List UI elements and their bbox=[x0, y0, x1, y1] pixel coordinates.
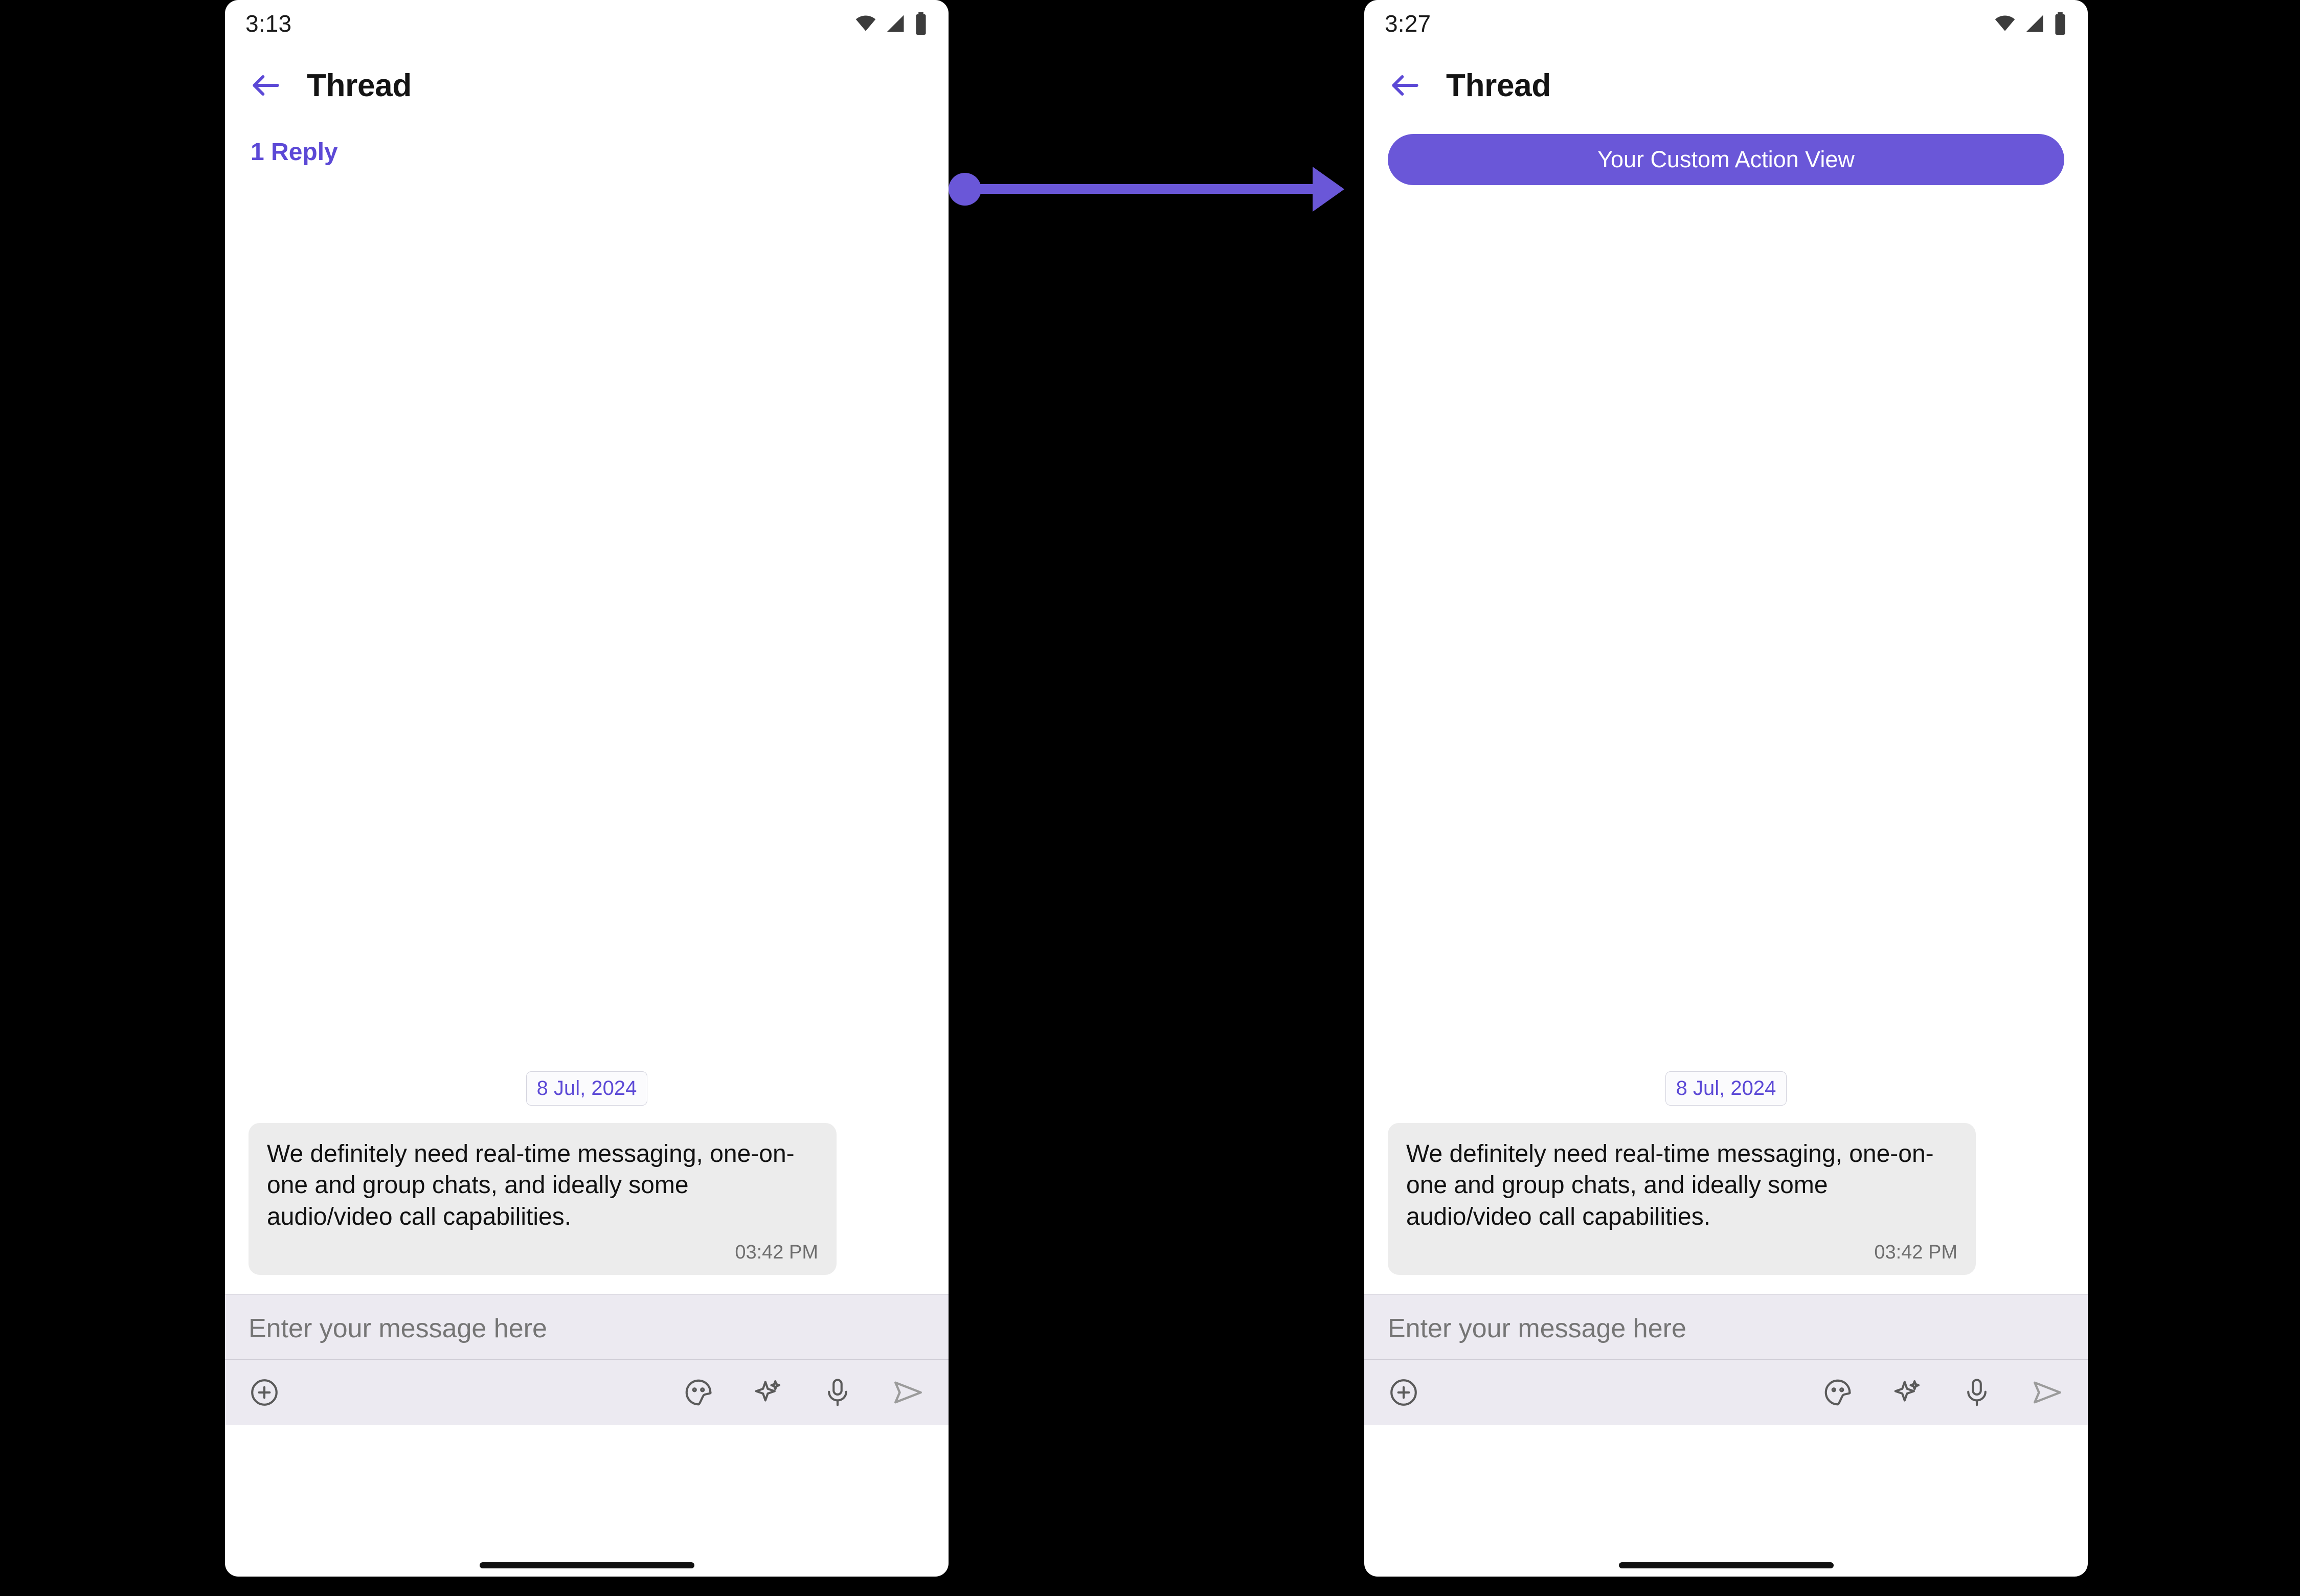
composer-right-actions bbox=[683, 1376, 925, 1409]
custom-action-view-button[interactable]: Your Custom Action View bbox=[1388, 134, 2064, 185]
status-icon-group bbox=[1994, 12, 2067, 35]
status-time: 3:27 bbox=[1385, 10, 1431, 37]
arrow-line bbox=[977, 184, 1325, 194]
message-text: We definitely need real-time messaging, one-on-one and group chats, and ideally some audio/video call capabilities. bbox=[1406, 1140, 1934, 1230]
wifi-icon bbox=[1994, 12, 2016, 35]
message-timestamp: 03:42 PM bbox=[1874, 1242, 1957, 1263]
arrow-head bbox=[1313, 167, 1344, 212]
send-icon[interactable] bbox=[2031, 1376, 2064, 1409]
home-indicator bbox=[480, 1562, 694, 1568]
status-bar bbox=[225, 0, 949, 47]
message-row bbox=[1364, 1123, 2088, 1275]
home-indicator bbox=[1619, 1562, 1834, 1568]
battery-icon bbox=[2053, 12, 2067, 35]
back-arrow-icon[interactable] bbox=[249, 68, 283, 103]
sparkle-icon[interactable] bbox=[752, 1377, 784, 1408]
content-spacer bbox=[1364, 185, 2088, 1071]
back-arrow-icon[interactable] bbox=[1388, 68, 1423, 103]
app-bar bbox=[225, 47, 949, 124]
content-spacer bbox=[225, 166, 949, 1071]
date-divider bbox=[225, 1071, 949, 1106]
battery-icon bbox=[914, 12, 928, 35]
message-text: We definitely need real-time messaging, one-on-one and group chats, and ideally some audio/video call capabilities. bbox=[267, 1140, 795, 1230]
sparkle-icon[interactable] bbox=[1891, 1377, 1923, 1408]
thread-content bbox=[225, 124, 949, 1425]
message-bubble[interactable] bbox=[1388, 1123, 1976, 1275]
plus-icon[interactable] bbox=[1388, 1377, 1419, 1408]
sticker-icon[interactable] bbox=[1822, 1377, 1854, 1408]
message-bubble[interactable] bbox=[249, 1123, 837, 1275]
reply-count-label: 1 Reply bbox=[251, 139, 338, 166]
microphone-icon[interactable] bbox=[822, 1377, 853, 1408]
page-title: Thread bbox=[1446, 68, 1551, 103]
phone-screen-after bbox=[1364, 0, 2088, 1577]
status-bar bbox=[1364, 0, 2088, 47]
wifi-icon bbox=[854, 12, 877, 35]
status-time: 3:13 bbox=[245, 10, 292, 37]
plus-icon[interactable] bbox=[249, 1377, 280, 1408]
status-icon-group bbox=[854, 12, 928, 35]
date-chip: 8 Jul, 2024 bbox=[526, 1071, 648, 1106]
composer-left-actions bbox=[1388, 1377, 1419, 1408]
date-chip: 8 Jul, 2024 bbox=[1665, 1071, 1787, 1106]
app-bar bbox=[1364, 47, 2088, 124]
signal-icon bbox=[884, 12, 907, 35]
message-row bbox=[225, 1123, 949, 1275]
composer-right-actions bbox=[1822, 1376, 2064, 1409]
send-icon[interactable] bbox=[891, 1376, 925, 1409]
composer-action-bar bbox=[225, 1360, 949, 1425]
composer-left-actions bbox=[249, 1377, 280, 1408]
phone-screen-before bbox=[225, 0, 949, 1577]
message-composer bbox=[1364, 1294, 2088, 1425]
message-timestamp: 03:42 PM bbox=[735, 1242, 818, 1263]
composer-action-bar bbox=[1364, 1360, 2088, 1425]
page-title: Thread bbox=[307, 68, 412, 103]
microphone-icon[interactable] bbox=[1961, 1377, 1993, 1408]
transition-arrow bbox=[949, 153, 1368, 225]
arrow-dot bbox=[949, 173, 981, 206]
message-composer bbox=[225, 1294, 949, 1425]
date-divider bbox=[1364, 1071, 2088, 1106]
message-input[interactable] bbox=[225, 1295, 949, 1360]
message-input[interactable] bbox=[1364, 1295, 2088, 1360]
signal-icon bbox=[2023, 12, 2046, 35]
sticker-icon[interactable] bbox=[683, 1377, 714, 1408]
thread-content bbox=[1364, 124, 2088, 1425]
